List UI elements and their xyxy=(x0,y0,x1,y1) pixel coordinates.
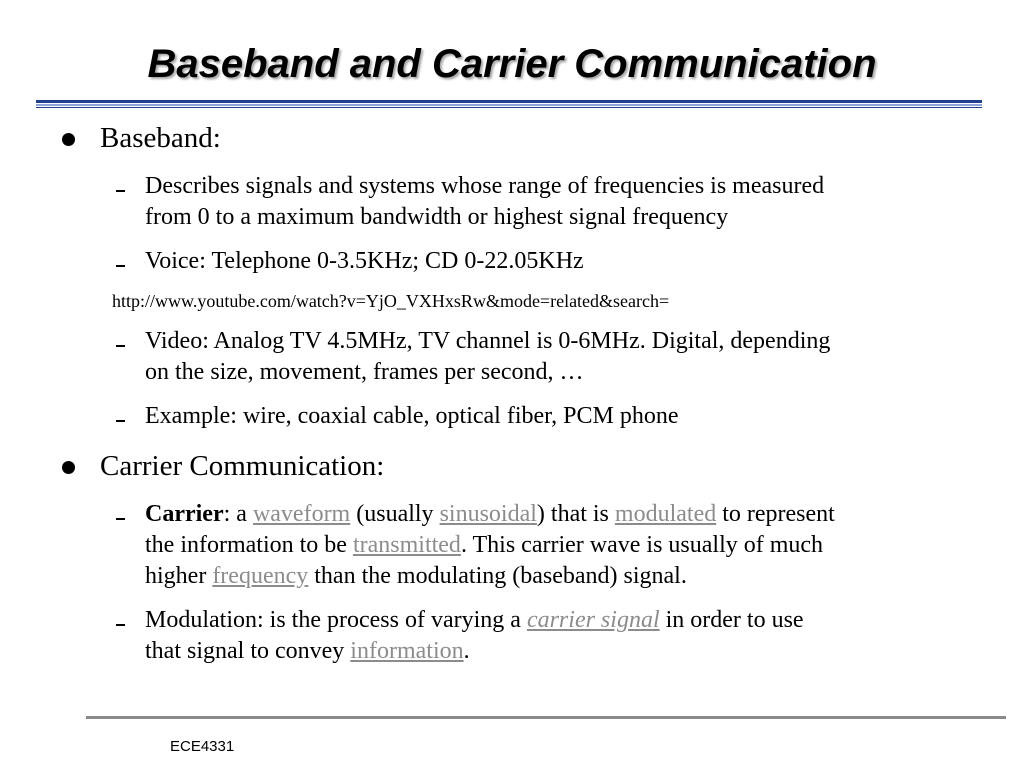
text: than the modulating (baseband) signal. xyxy=(308,563,687,589)
dash-icon xyxy=(116,518,125,520)
text-line: Video: Analog TV 4.5MHz, TV channel is 0-6MHz. Digital, depending xyxy=(145,328,831,354)
text: Modulation: is the process of varying a xyxy=(145,607,527,633)
text: . xyxy=(463,638,470,664)
modulated-link[interactable]: modulated xyxy=(614,501,717,527)
baseband-item-definition xyxy=(145,171,975,233)
dash-icon xyxy=(116,624,125,626)
dash-icon xyxy=(116,420,125,422)
carrier-heading: Carrier Communication: xyxy=(100,450,385,482)
text: higher xyxy=(145,563,213,589)
waveform-link[interactable]: waveform xyxy=(252,501,351,527)
sinusoidal-link[interactable]: sinusoidal xyxy=(439,501,537,527)
baseband-item-voice: Voice: Telephone 0-3.5KHz; CD 0-22.05KHz xyxy=(145,248,584,274)
text: . This carrier wave is usually of much xyxy=(460,532,824,558)
text-line: from 0 to a maximum bandwidth or highest signal frequency xyxy=(145,204,729,230)
text: : a xyxy=(223,501,253,527)
bullet-icon xyxy=(62,461,75,474)
text-line xyxy=(145,636,975,667)
footer-course-code: ECE4331 xyxy=(170,738,235,755)
carrier-definition xyxy=(145,499,975,592)
text: ) that is xyxy=(536,501,615,527)
bullet-icon xyxy=(62,133,75,146)
baseband-item-video xyxy=(145,326,975,388)
text: (usually xyxy=(350,501,440,527)
footer-divider xyxy=(86,716,1006,719)
baseband-item-example: Example: wire, coaxial cable, optical fiber, PCM phone xyxy=(145,403,679,429)
youtube-link[interactable]: http://www.youtube.com/watch?v=YjO_VXHxsRw&mode=related&search= xyxy=(112,291,670,311)
transmitted-link[interactable]: transmitted xyxy=(352,532,461,558)
text-line xyxy=(145,561,975,592)
carrier-term: Carrier xyxy=(145,501,224,527)
text-line xyxy=(145,605,975,636)
baseband-heading: Baseband: xyxy=(100,122,221,154)
text: in order to use xyxy=(659,607,804,633)
modulation-definition xyxy=(145,605,975,667)
text-line: on the size, movement, frames per second, … xyxy=(145,359,584,385)
text-line xyxy=(145,530,975,561)
information-link[interactable]: information xyxy=(350,638,464,664)
text: the information to be xyxy=(145,532,353,558)
text: that signal to convey xyxy=(145,638,351,664)
carrier-signal-link[interactable]: carrier signal xyxy=(526,607,660,633)
text-line xyxy=(145,499,975,530)
slide-title: Baseband and Carrier Communication xyxy=(147,42,877,86)
dash-icon xyxy=(116,265,125,267)
text: to represent xyxy=(716,501,835,527)
frequency-link[interactable]: frequency xyxy=(212,563,309,589)
dash-icon xyxy=(116,345,125,347)
dash-icon xyxy=(116,190,125,192)
text-line: Describes signals and systems whose range of frequencies is measured xyxy=(145,173,825,199)
